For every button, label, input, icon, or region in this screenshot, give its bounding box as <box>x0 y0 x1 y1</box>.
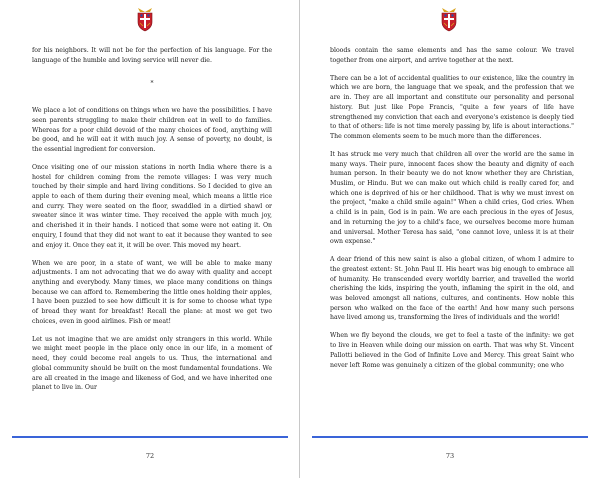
left-page-text <box>32 46 272 401</box>
coat-of-arms-icon <box>438 6 460 32</box>
paragraph: It has struck me very much that children all over the world are the same in many ways. Their pure, innocent faces show the beauty and dignity of each human person. In their beauty we do not know whether they are Christian, Muslim, or Hindu. But we can make out which child is really cared for, and which one is deprived of his or her childhood. That is why we must invest on the project, "make a child smile again!" When a child cries, God cries. When a child is in pain, God is in pain. We are each precious in the eyes of Jesus, and in returning the joy to a child's face, we ourselves become more human and universal. Mother Teresa has said, "one cannot love, unless it is at their own expense." <box>330 150 574 246</box>
page-number: 72 <box>145 452 155 460</box>
paragraph: bloods contain the same elements and has the same colour. We travel together from one airport, and arrive together at the next. <box>330 47 574 64</box>
paragraph: There can be a lot of accidental qualities to our existence, like the country in which we are born, the language that we speak, and the profession that we are in. They are all important and constitute our personality and personal history. But just like Pope Francis, "quite a few years of life have strengthened my conviction that each and everyone's existence is deeply tied to that of others: life is not time merely passing by, life is about interactions." The common elements seem to be much more than the differences. <box>330 74 574 140</box>
section-separator: * <box>150 80 154 88</box>
page-number: 73 <box>445 452 455 460</box>
right-page-text <box>330 46 574 379</box>
paragraph: Once visiting one of our mission stations in north India where there is a hostel for children coming from the remote villages: I was very much touched by their simple and hard living conditions. So I decided to give an apple to each of them during their evening meal, which means a little rice and curry. They were seated on the floor, swaddled in a dirtied shawl or sweater since it was winter time. They received the apple with much joy, and cherished it in their hands. I noticed that some were not eating it. On enquiry, I found that they did not want to eat it because they wanted to see and enjoy it. Once they eat it, it will be over. This moved my heart. <box>32 163 272 249</box>
right-page <box>300 0 600 478</box>
paragraph: A dear friend of this new saint is also a global citizen, of whom I admire to the greatest extent: St. John Paul II. His heart was big enough to embrace all of humanity. He transcended every worldly barrier, and travelled the world cherishing the kids, inspiring the youth, inflaming the spirit in the old, and was beloved amongst all nations, cultures, and continents. How noble this person who walked on the face of the earth! And how many such persons have lived among us, transforming the lives of individuals and the world! <box>330 256 574 322</box>
paragraph: When we are poor, in a state of want, we will be able to make many adjustments. I am not advocating that we do away with quality and accept anything and everybody. Many times, we place many conditions on things because we can afford to. Remembering the little ones holding their apples, I have been puzzled to see how difficult it is for some to choose what type of bread they want for breakfast! Recall the plane: at most we get two choices, even in good airlines. Fish or meat! <box>32 259 272 325</box>
paragraph: Let us not imagine that we are amidst only strangers in this world. While we might meet people in the place only once in our life, in a moment of need, they could become real angels to us. Thus, the international and global community should be built on the most fundamental foundations. We are all created in the image and likeness of God, and we have inherited one planet to live in. Our <box>32 335 272 392</box>
paragraph: When we fly beyond the clouds, we get to feel a taste of the infinity: we get to live in Heaven while doing our mission on earth. That was why St. Vincent Pallotti believed in the God of Infinite Love and Mercy. This great Saint who never left Rome was genuinely a citizen of the global community; one who <box>330 332 574 369</box>
footer-rule <box>12 436 288 438</box>
coat-of-arms-icon <box>134 6 156 32</box>
paragraph: for his neighbors. It will not be for the perfection of his language. For the language of the humble and loving service will never die. <box>32 47 272 64</box>
paragraph: We place a lot of conditions on things when we have the possibilities. I have seen parents struggling to make their children eat in well to do families. Whereas for a poor child devoid of the many choices of food, anything will be good, and he will eat it with much joy. A sense of poverty, no doubt, is the essential ingredient for conversion. <box>32 107 272 153</box>
footer-rule <box>312 436 588 438</box>
